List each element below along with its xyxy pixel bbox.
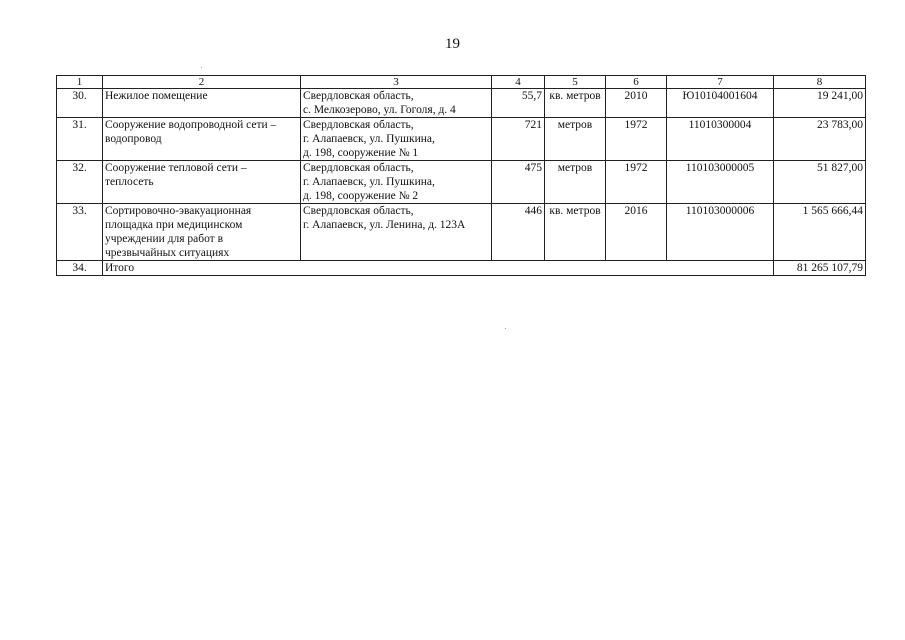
object-year: 1972 [606,161,667,204]
table-row [57,89,866,118]
column-number: 7 [667,76,774,89]
object-year: 2016 [606,204,667,261]
column-number: 8 [774,76,866,89]
object-name [103,89,301,118]
property-registry-table [56,75,866,276]
column-number: 2 [103,76,301,89]
object-name-line: Сооружение водопроводной сети – [105,119,277,131]
total-row [57,261,866,276]
object-name-line: теплосеть [105,176,154,188]
object-unit: кв. метров [545,204,606,261]
address-line: Свердловская область, [303,90,414,102]
object-name-line: площадка при медицинском [105,219,243,231]
column-number: 1 [57,76,103,89]
row-number: 30. [57,89,103,118]
address-line: с. Мелкозерово, ул. Гоголя, д. 4 [303,104,456,116]
object-cost: 51 827,00 [774,161,866,204]
object-address [301,204,492,261]
scan-speck [201,67,202,68]
object-name-line: водопровод [105,133,162,145]
inventory-code: Ю10104001604 [667,89,774,118]
object-quantity: 55,7 [492,89,545,118]
total-label: Итого [103,261,774,276]
object-name-line: Сооружение тепловой сети – [105,162,247,174]
row-number: 34. [57,261,103,276]
page-number: 19 [445,36,460,52]
column-number: 3 [301,76,492,89]
object-quantity: 475 [492,161,545,204]
object-address [301,118,492,161]
address-line: Свердловская область, [303,119,414,131]
object-cost: 23 783,00 [774,118,866,161]
column-number: 4 [492,76,545,89]
object-name-line: учреждении для работ в [105,233,224,245]
object-unit: кв. метров [545,89,606,118]
address-line: д. 198, сооружение № 1 [303,147,419,159]
inventory-code: 110103000005 [667,161,774,204]
object-unit: метров [545,161,606,204]
object-address [301,89,492,118]
object-quantity: 721 [492,118,545,161]
column-number: 6 [606,76,667,89]
object-address [301,161,492,204]
row-number: 33. [57,204,103,261]
address-line: Свердловская область, [303,162,414,174]
total-cost: 81 265 107,79 [774,261,866,276]
inventory-code: 11010300004 [667,118,774,161]
address-line: г. Алапаевск, ул. Пушкина, [303,176,435,188]
inventory-code: 110103000006 [667,204,774,261]
column-number: 5 [545,76,606,89]
object-cost: 19 241,00 [774,89,866,118]
column-number-row [57,76,866,89]
object-name-line: чрезвычайных ситуациях [105,247,230,259]
object-name-line: Сортировочно-эвакуационная [105,205,252,217]
table-row [57,118,866,161]
row-number: 31. [57,118,103,161]
object-cost: 1 565 666,44 [774,204,866,261]
address-line: г. Алапаевск, ул. Пушкина, [303,133,435,145]
address-line: Свердловская область, [303,205,414,217]
object-name [103,118,301,161]
object-year: 1972 [606,118,667,161]
object-name [103,161,301,204]
object-quantity: 446 [492,204,545,261]
object-name [103,204,301,261]
row-number: 32. [57,161,103,204]
address-line: г. Алапаевск, ул. Ленина, д. 123А [303,219,466,231]
object-year: 2010 [606,89,667,118]
object-name-line: Нежилое помещение [105,90,208,102]
scan-speck [505,328,506,329]
address-line: д. 198, сооружение № 2 [303,190,419,202]
object-unit: метров [545,118,606,161]
table-row [57,161,866,204]
table-row [57,204,866,261]
